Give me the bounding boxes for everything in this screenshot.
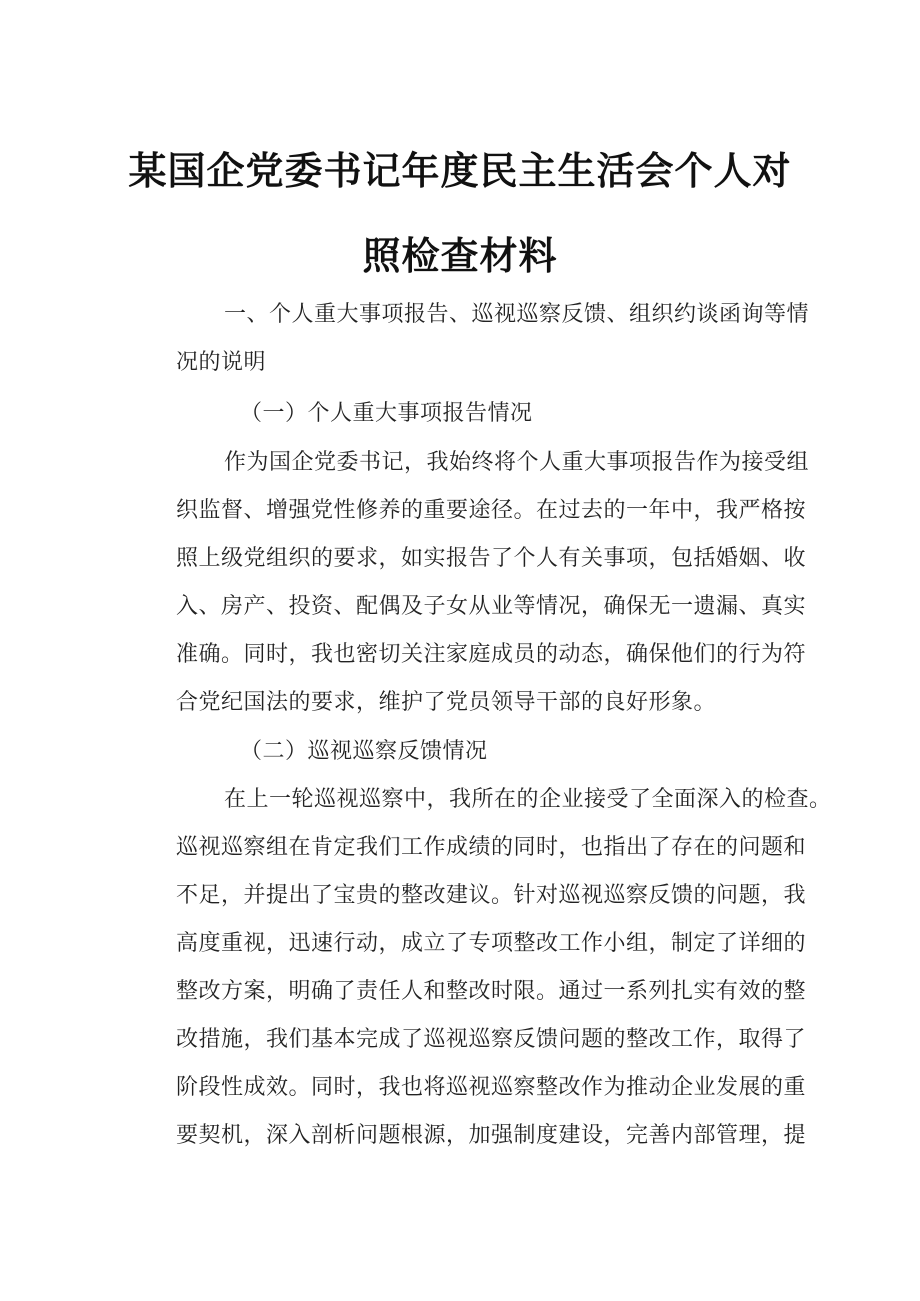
paragraph-line: 要契机，深入剖析问题根源，加强制度建设，完善内部管理，提 — [176, 1123, 807, 1148]
subsection-heading-1: （一）个人重大事项报告情况 — [240, 401, 533, 426]
section-heading-1: 一、个人重大事项报告、巡视巡察反馈、组织约谈函询等情 — [224, 302, 810, 327]
document-title-line-2: 照检查材料 — [362, 234, 558, 278]
document-title-line-1: 某国企党委书记年度民主生活会个人对 — [128, 149, 792, 193]
paragraph-line: 照上级党组织的要求，如实报告了个人有关事项，包括婚姻、收 — [176, 546, 807, 571]
paragraph-line: 阶段性成效。同时，我也将巡视巡察整改作为推动企业发展的重 — [176, 1075, 807, 1100]
paragraph-line: 准确。同时，我也密切关注家庭成员的动态，确保他们的行为符 — [176, 642, 807, 667]
paragraph-line: 在上一轮巡视巡察中，我所在的企业接受了全面深入的检查。 — [224, 787, 832, 812]
paragraph-line: 合党纪国法的要求，维护了党员领导干部的良好形象。 — [176, 690, 717, 715]
paragraph-line: 巡视巡察组在肯定我们工作成绩的同时，也指出了存在的问题和 — [176, 835, 807, 860]
section-heading-1-cont: 况的说明 — [176, 350, 267, 375]
paragraph-line: 不足，并提出了宝贵的整改建议。针对巡视巡察反馈的问题，我 — [176, 883, 807, 908]
subsection-heading-2: （二）巡视巡察反馈情况 — [240, 739, 488, 764]
paragraph-line: 织监督、增强党性修养的重要途径。在过去的一年中，我严格按 — [176, 498, 807, 523]
paragraph-line: 作为国企党委书记，我始终将个人重大事项报告作为接受组 — [224, 450, 810, 475]
paragraph-line: 高度重视，迅速行动，成立了专项整改工作小组，制定了详细的 — [176, 931, 807, 956]
paragraph-line: 入、房产、投资、配偶及子女从业等情况，确保无一遗漏、真实 — [176, 594, 807, 619]
paragraph-line: 改措施，我们基本完成了巡视巡察反馈问题的整改工作，取得了 — [176, 1027, 807, 1052]
paragraph-line: 整改方案，明确了责任人和整改时限。通过一系列扎实有效的整 — [176, 979, 807, 1004]
